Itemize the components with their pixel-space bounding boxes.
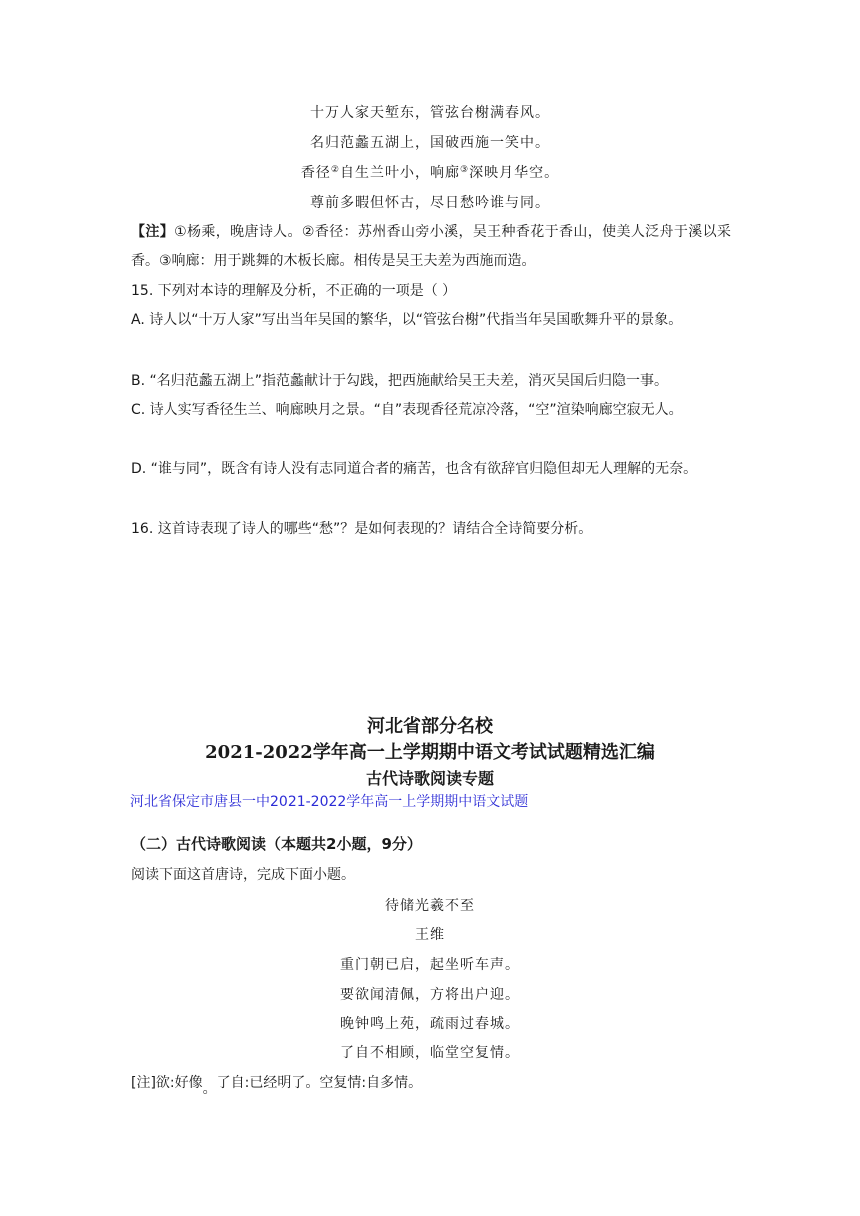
instruction-text: 阅读下面这首唐诗，完成下面小题。 [131,867,355,883]
section-heading: （二）古代诗歌阅读（本题共2小题，9分） [131,835,422,853]
poem-line: 尊前多暇但怀古，尽日愁吟谁与同。 [310,195,550,211]
document-title: 河北省部分名校 [367,716,493,737]
question-15-option-a: A. 诗人以“十万人家”写出当年吴国的繁华，以“管弦台榭”代指当年吴国歌舞升平的景象。 [131,312,683,328]
note-text: ①杨乘，晚唐诗人。②香径：苏州香山旁小溪，吴王种香花于香山，使美人泛舟于溪以采香。③响廊：用于跳舞的木板长廊。相传是吴王夫差为西施而造。 [131,224,731,269]
poem-line: 晚钟鸣上苑，疏雨过春城。 [340,1016,520,1032]
question-15-option-b: B. “名归范蠡五湖上”指范蠡献计于勾践，把西施献给吴王夫差，消灭吴国后归隐一事。 [131,373,669,389]
question-15-option-c: C. 诗人实写香径生兰、响廊映月之景。“自”表现香径荒凉冷落，“空”渲染响廊空寂无人。 [131,402,683,418]
poem-line: 重门朝已启，起坐听车声。 [340,957,520,973]
question-15-stem: 15. 下列对本诗的理解及分析，不正确的一项是（ ） [131,283,457,299]
poem-note: [注]欲:好像。了自:已经明了。空复情:自多情。 [131,1075,423,1097]
footnote-marker: ③ [460,165,470,175]
document-subtitle: 古代诗歌阅读专题 [365,769,494,788]
footnote-marker: ② [330,165,340,175]
poem-line: 十万人家天堑东，管弦台榭满春风。 [310,105,550,121]
poem-author: 王维 [415,927,445,943]
poem-line: 要欲闻清佩，方将出户迎。 [340,987,520,1003]
note-label: 【注】 [131,224,175,240]
question-15-option-d: D. “谁与同”，既含有诗人没有志同道合者的痛苦，也含有欲辞官归隐但却无人理解的无奈。 [131,461,698,477]
poem-line: 香径②自生兰叶小，响廊③深映月华空。 [300,165,560,181]
punctuation-mark: 。 [202,1081,217,1097]
source-link[interactable]: 河北省保定市唐县一中2021-2022学年高一上学期期中语文试题 [130,794,529,810]
poem-line: 了自不相顾，临堂空复情。 [340,1045,520,1061]
poem-line: 名归范蠡五湖上，国破西施一笑中。 [310,135,550,151]
poem-title: 待储光羲不至 [385,898,475,914]
poem-note [131,218,731,276]
question-16-stem: 16. 这首诗表现了诗人的哪些“愁”？是如何表现的？请结合全诗简要分析。 [131,521,593,537]
document-title-line-2: 2021-2022学年高一上学期期中语文考试试题精选汇编 [205,742,655,763]
